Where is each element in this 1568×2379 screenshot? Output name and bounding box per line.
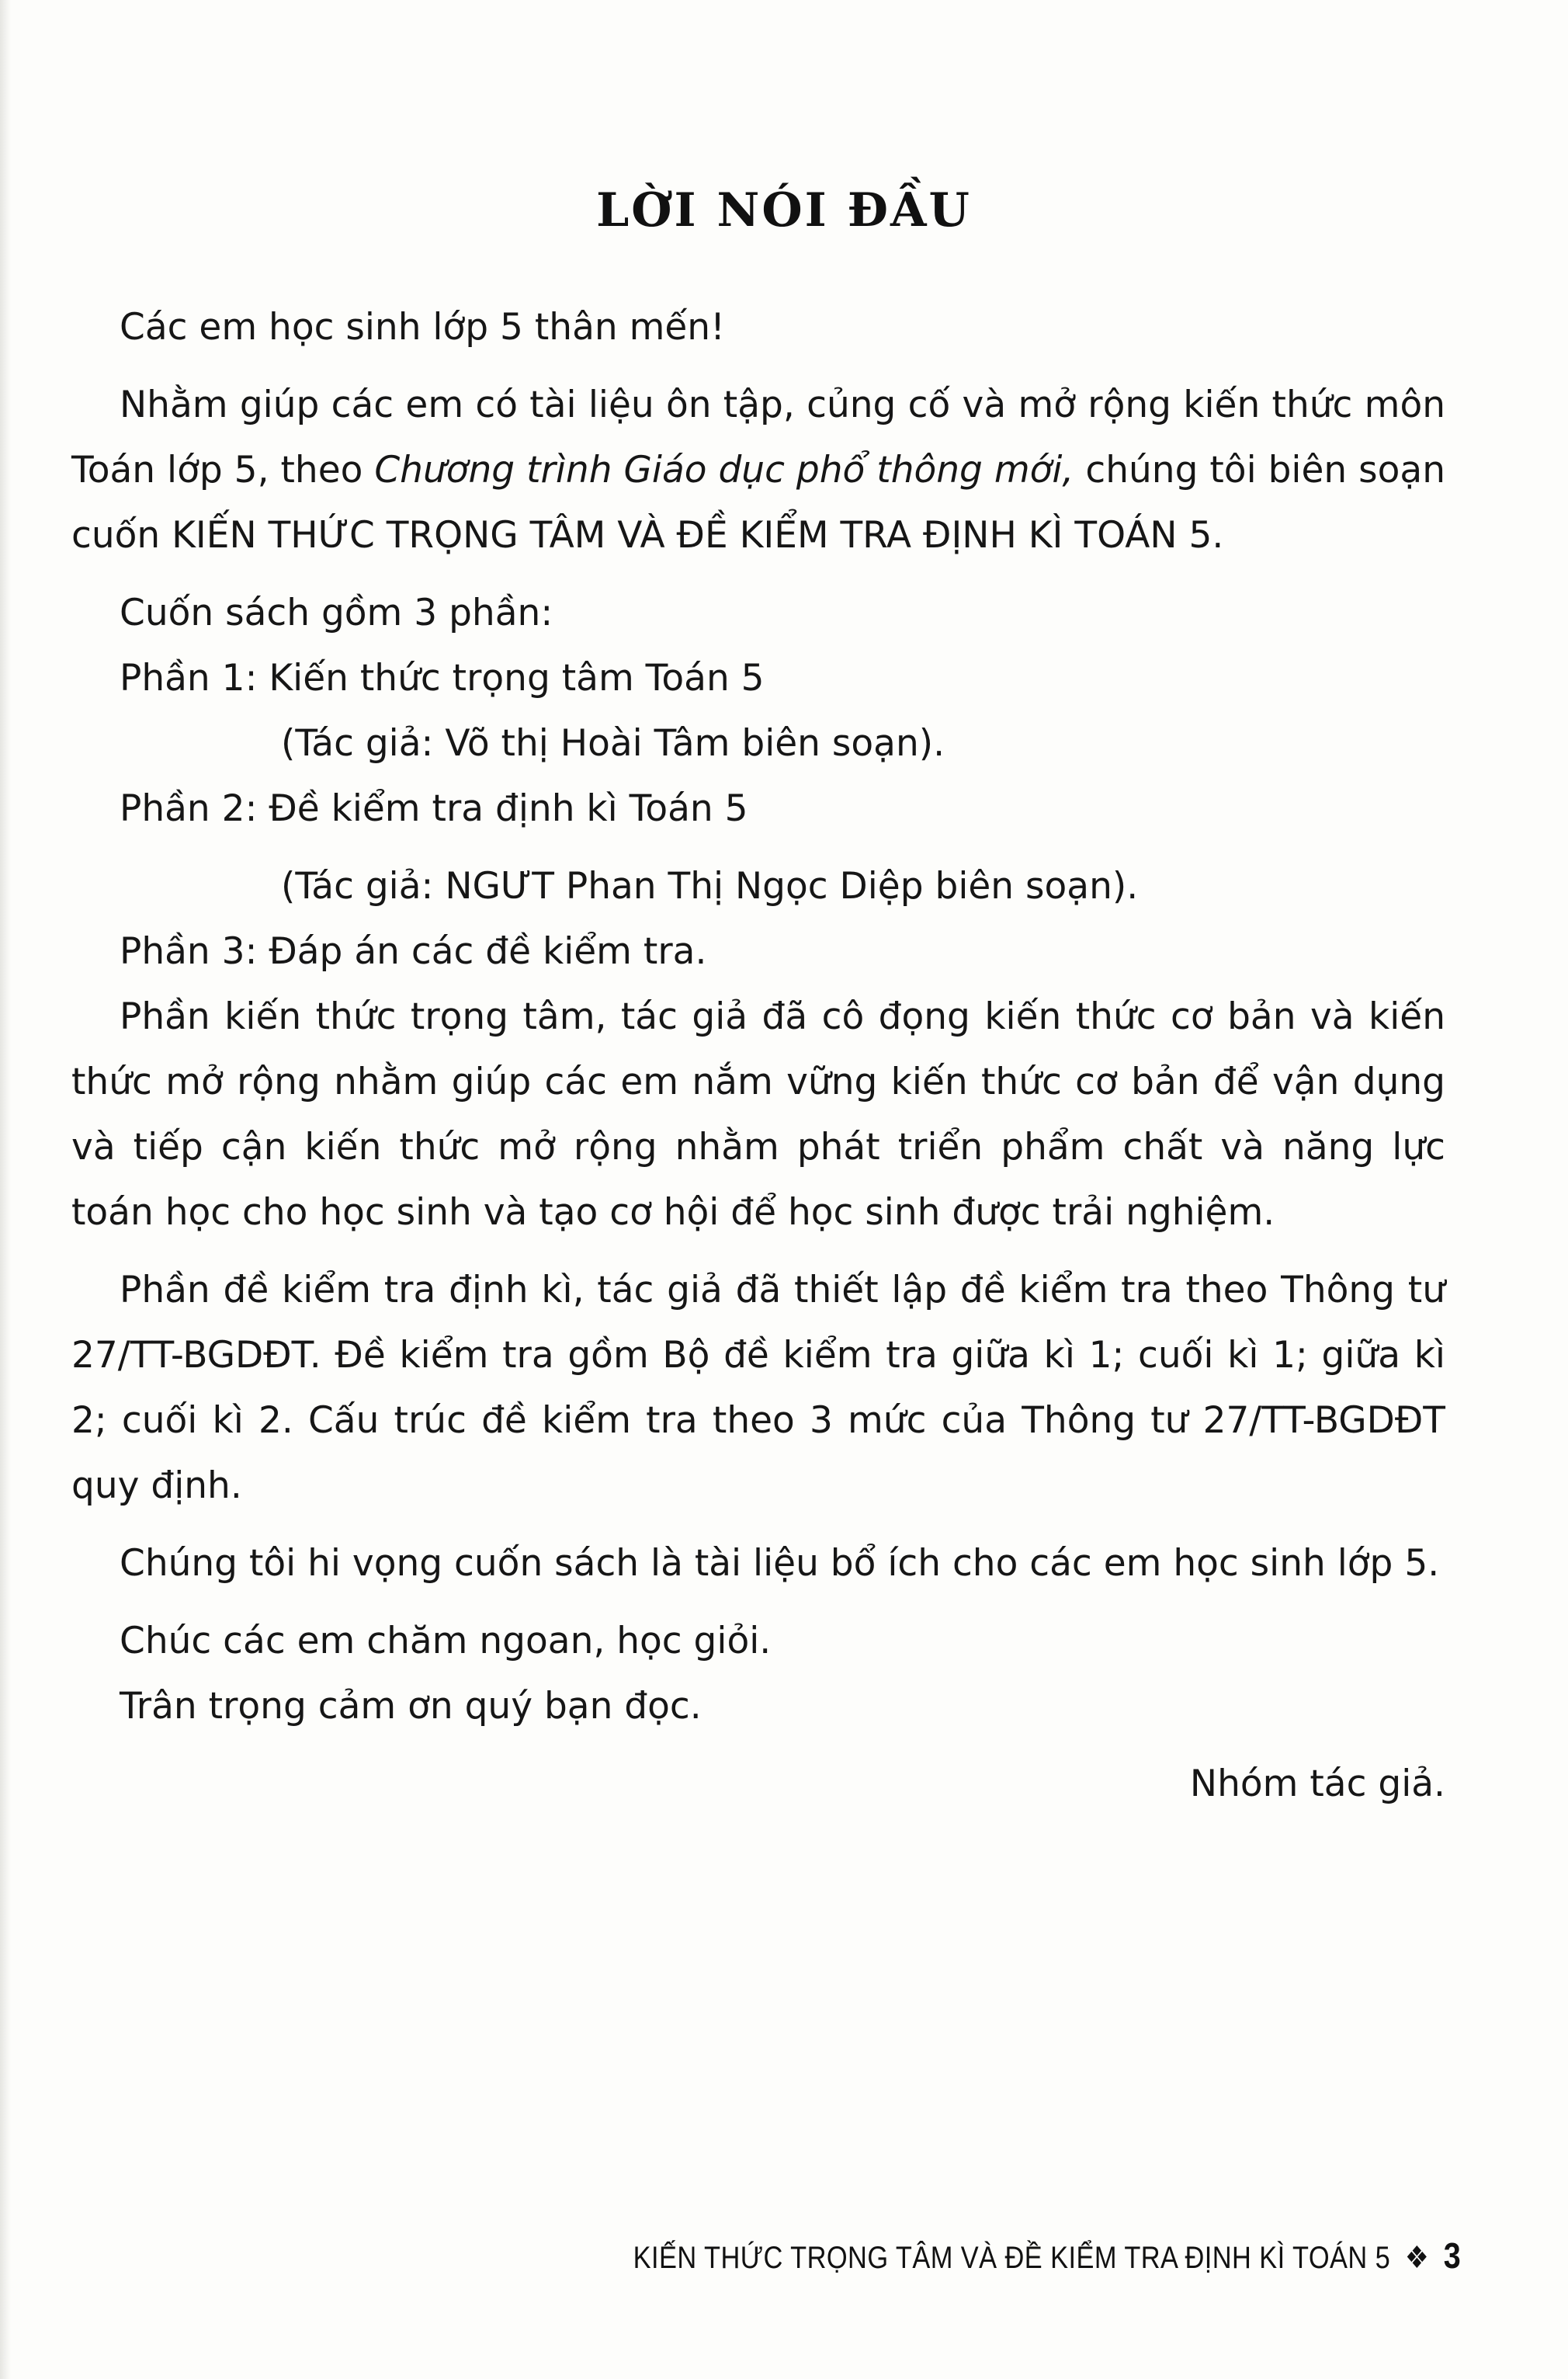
page-title: LỜI NÓI ĐẦU: [596, 183, 972, 238]
intro-paragraph: [71, 373, 1445, 568]
intro-text-a: Nhằm giúp các em có tài liệu ôn tập, củng cố và mở rộng kiến thức môn Toán lớp 5, theo: [71, 384, 1445, 491]
intro-text-b: chúng tôi biên soạn cuốn KIẾN THỨC TRỌNG TÂM VÀ ĐỀ KIỂM TRA ĐỊNH KÌ TOÁN 5.: [71, 449, 1446, 557]
wish-line: Chúc các em chăm ngoan, học giỏi.: [120, 1620, 772, 1662]
intro-italic-text: Chương trình Giáo dục phổ thông mới,: [374, 449, 1074, 491]
part2-author-line: (Tác giả: NGƯT Phan Thị Ngọc Diệp biên soạn).: [281, 865, 1139, 908]
part3-line: Phần 3: Đáp án các đề kiểm tra.: [120, 930, 707, 973]
knowledge-paragraph: Phần kiến thức trọng tâm, tác giả đã cô đọng kiến thức cơ bản và kiến thức mở rộng nhằm giúp các em nắm vững kiến thức cơ bản để vận dụng và tiếp cận kiến thức mở rộng nhằm phát triển phẩm chất và năng lực toán học cho học sinh và tạo cơ hội để học sinh được trải nghiệm.: [71, 995, 1445, 1234]
greeting-paragraph: Các em học sinh lớp 5 thân mến!: [120, 306, 725, 349]
preface-body: [71, 295, 1445, 1817]
footer-book-title: KIẾN THỨC TRỌNG TÂM VÀ ĐỀ KIỂM TRA ĐỊNH KÌ TOÁN 5: [633, 2241, 1391, 2275]
part2-line: Phần 2: Đề kiểm tra định kì Toán 5: [120, 787, 748, 830]
diamond-ornament-icon: ❖: [1404, 2241, 1429, 2275]
part1-line: Phần 1: Kiến thức trọng tâm Toán 5: [120, 657, 765, 700]
hope-paragraph: Chúng tôi hi vọng cuốn sách là tài liệu bổ ích cho các em học sinh lớp 5.: [120, 1542, 1440, 1585]
page-number: 3: [1443, 2235, 1461, 2276]
part1-author-line: (Tác giả: Võ thị Hoài Tâm biên soạn).: [281, 722, 945, 765]
binding-edge: [0, 0, 11, 2379]
thanks-line: Trân trọng cảm ơn quý bạn đọc.: [120, 1685, 702, 1728]
page-footer: [633, 2235, 1461, 2277]
tests-paragraph: Phần đề kiểm tra định kì, tác giả đã thiết lập đề kiểm tra theo Thông tư 27/TT-BGDĐT. Đề kiểm tra gồm Bộ đề kiểm tra giữa kì 1; cuối kì 1; giữa kì 2; cuối kì 2. Cấu trúc đề kiểm tra theo 3 mức của Thông tư 27/TT-BGDĐT quy định.: [71, 1269, 1445, 1507]
structure-paragraph: Cuốn sách gồm 3 phần:: [120, 592, 553, 634]
signature-line: Nhóm tác giả.: [1189, 1763, 1445, 1805]
